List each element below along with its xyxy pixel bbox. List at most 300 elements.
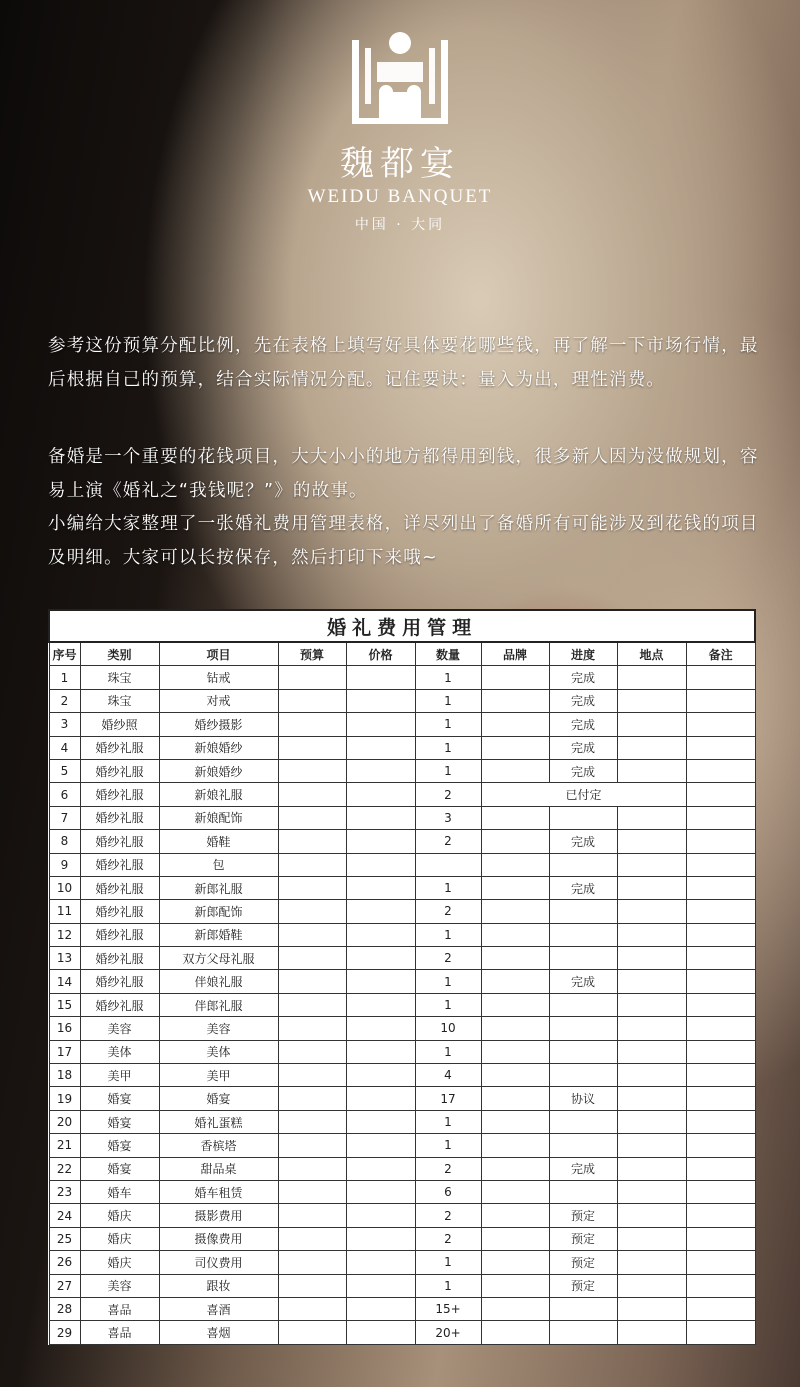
table-cell-brand: [481, 853, 549, 876]
table-cell-category: 美容: [80, 1274, 159, 1297]
table-cell-location: [617, 853, 686, 876]
table-cell-note: [686, 1134, 755, 1157]
table-cell-brand: [481, 1180, 549, 1203]
table-cell-index: 15: [49, 993, 80, 1016]
table-cell-progress: [549, 993, 617, 1016]
table-cell-note: [686, 1227, 755, 1250]
table-cell-budget: [278, 853, 346, 876]
table-cell-brand: [481, 830, 549, 853]
table-cell-location: [617, 1157, 686, 1180]
table-cell-price: [346, 923, 415, 946]
table-cell-price: [346, 1321, 415, 1344]
table-cell-quantity: 3: [415, 806, 481, 829]
table-cell-category: 婚宴: [80, 1134, 159, 1157]
table-cell-progress: 完成: [549, 689, 617, 712]
table-cell-price: [346, 853, 415, 876]
table-row: [49, 1157, 755, 1180]
table-cell-item: 婚纱摄影: [159, 713, 278, 736]
table-cell-item: 伴娘礼服: [159, 970, 278, 993]
table-cell-price: [346, 830, 415, 853]
table-cell-quantity: 1: [415, 1134, 481, 1157]
table-cell-brand: [481, 900, 549, 923]
table-cell-quantity: 1: [415, 1274, 481, 1297]
table-cell-price: [346, 666, 415, 689]
table-cell-price: [346, 1017, 415, 1040]
table-cell-budget: [278, 759, 346, 782]
table-cell-progress: 预定: [549, 1227, 617, 1250]
table-cell-progress: 完成: [549, 1157, 617, 1180]
table-row: [49, 993, 755, 1016]
table-cell-index: 8: [49, 830, 80, 853]
table-cell-progress: 完成: [549, 713, 617, 736]
table-cell-location: [617, 759, 686, 782]
table-cell-category: 婚宴: [80, 1157, 159, 1180]
table-cell-brand: [481, 947, 549, 970]
table-cell-brand: [481, 1297, 549, 1320]
table-cell-progress: 完成: [549, 830, 617, 853]
table-cell-progress: [549, 1134, 617, 1157]
table-cell-index: 14: [49, 970, 80, 993]
table-cell-brand: [481, 1157, 549, 1180]
table-cell-note: [686, 853, 755, 876]
table-cell-budget: [278, 900, 346, 923]
table-cell-item: 钻戒: [159, 666, 278, 689]
table-cell-index: 19: [49, 1087, 80, 1110]
table-cell-item: 新郎礼服: [159, 876, 278, 899]
table-cell-brand: [481, 689, 549, 712]
table-cell-budget: [278, 1017, 346, 1040]
table-cell-progress: 预定: [549, 1251, 617, 1274]
table-cell-quantity: 1: [415, 1040, 481, 1063]
table-cell-brand: [481, 1274, 549, 1297]
table-cell-note: [686, 993, 755, 1016]
table-cell-item: 婚车租赁: [159, 1180, 278, 1203]
table-cell-progress: 已付定: [481, 783, 686, 806]
table-row: [49, 1017, 755, 1040]
table-cell-location: [617, 993, 686, 1016]
table-cell-quantity: 1: [415, 876, 481, 899]
table-cell-item: 甜品桌: [159, 1157, 278, 1180]
table-cell-location: [617, 1134, 686, 1157]
table-cell-budget: [278, 806, 346, 829]
table-cell-budget: [278, 1157, 346, 1180]
table-cell-budget: [278, 666, 346, 689]
table-cell-quantity: 6: [415, 1180, 481, 1203]
table-cell-brand: [481, 713, 549, 736]
table-cell-item: 摄像费用: [159, 1227, 278, 1250]
table-cell-quantity: 2: [415, 1204, 481, 1227]
table-row: [49, 970, 755, 993]
table-cell-price: [346, 736, 415, 759]
table-row: [49, 853, 755, 876]
column-header: 预算: [278, 642, 346, 666]
table-cell-note: [686, 1251, 755, 1274]
table-cell-budget: [278, 830, 346, 853]
table-cell-item: 新娘配饰: [159, 806, 278, 829]
table-cell-budget: [278, 1064, 346, 1087]
table-cell-budget: [278, 1134, 346, 1157]
table-cell-category: 美容: [80, 1017, 159, 1040]
table-row: [49, 923, 755, 946]
table-cell-budget: [278, 876, 346, 899]
table-cell-category: 婚纱照: [80, 713, 159, 736]
table-cell-item: 新娘礼服: [159, 783, 278, 806]
table-row: [49, 1321, 755, 1344]
table-cell-category: 婚庆: [80, 1204, 159, 1227]
intro-text: 小编给大家整理了一张婚礼费用管理表格，详尽列出了备婚所有可能涉及到花钱的项目及明细。大家可以长按保存，然后打印下来哦~: [48, 514, 759, 568]
table-cell-location: [617, 1227, 686, 1250]
table-cell-quantity: 2: [415, 900, 481, 923]
table-row: [49, 1274, 755, 1297]
table-cell-progress: [549, 900, 617, 923]
table-cell-brand: [481, 1064, 549, 1087]
table-cell-location: [617, 689, 686, 712]
table-cell-item: 包: [159, 853, 278, 876]
table-cell-price: [346, 993, 415, 1016]
table-cell-price: [346, 1227, 415, 1250]
table-cell-budget: [278, 1251, 346, 1274]
brand-name-en: WEIDU BANQUET: [307, 186, 493, 207]
table-cell-budget: [278, 713, 346, 736]
table-cell-quantity: 2: [415, 830, 481, 853]
table-cell-progress: [549, 947, 617, 970]
table-cell-progress: 完成: [549, 759, 617, 782]
table-cell-item: 美甲: [159, 1064, 278, 1087]
intro-paragraph-2: [48, 441, 760, 575]
table-cell-index: 27: [49, 1274, 80, 1297]
table-cell-quantity: 1: [415, 736, 481, 759]
table-cell-location: [617, 830, 686, 853]
table-cell-item: 喜酒: [159, 1297, 278, 1320]
table-cell-brand: [481, 970, 549, 993]
intro-text: 备婚是一个重要的花钱项目，大大小小的地方都得用到钱，很多新人因为没做规划，容易上演《婚礼之“我钱呢？”》的故事。: [48, 447, 759, 501]
table-cell-location: [617, 1064, 686, 1087]
table-cell-price: [346, 1204, 415, 1227]
intro-text: 参考这份预算分配比例，先在表格上填写好具体要花哪些钱，再了解一下市场行情，最后根据自己的预算，结合实际情况分配。记住要诀：量入为出，理性消费。: [48, 336, 759, 390]
table-cell-category: 婚宴: [80, 1110, 159, 1133]
table-cell-note: [686, 876, 755, 899]
table-cell-location: [617, 923, 686, 946]
table-cell-note: [686, 1040, 755, 1063]
table-cell-quantity: 1: [415, 970, 481, 993]
table-cell-index: 22: [49, 1157, 80, 1180]
table-cell-index: 13: [49, 947, 80, 970]
table-cell-progress: [549, 923, 617, 946]
table-cell-index: 25: [49, 1227, 80, 1250]
table-cell-quantity: 2: [415, 783, 481, 806]
table-cell-budget: [278, 923, 346, 946]
table-cell-progress: [549, 1110, 617, 1133]
table-cell-item: 婚鞋: [159, 830, 278, 853]
table-cell-note: [686, 1321, 755, 1344]
table-cell-category: 婚纱礼服: [80, 830, 159, 853]
table-cell-price: [346, 1274, 415, 1297]
table-cell-budget: [278, 783, 346, 806]
weidu-banquet-logo: [352, 32, 448, 124]
table-cell-quantity: 1: [415, 759, 481, 782]
table-cell-category: 美体: [80, 1040, 159, 1063]
table-cell-category: 喜品: [80, 1297, 159, 1320]
table-cell-item: 对戒: [159, 689, 278, 712]
table-cell-brand: [481, 923, 549, 946]
table-row: [49, 1134, 755, 1157]
table-cell-budget: [278, 1087, 346, 1110]
table-cell-note: [686, 1064, 755, 1087]
table-cell-price: [346, 1064, 415, 1087]
table-row: [49, 1251, 755, 1274]
table-cell-budget: [278, 1227, 346, 1250]
brand-location: 中国 · 大同: [354, 217, 446, 233]
table-cell-index: 20: [49, 1110, 80, 1133]
table-cell-price: [346, 1087, 415, 1110]
table-cell-progress: [549, 1064, 617, 1087]
table-cell-location: [617, 713, 686, 736]
table-cell-brand: [481, 1134, 549, 1157]
table-cell-category: 婚纱礼服: [80, 993, 159, 1016]
table-cell-note: [686, 1087, 755, 1110]
table-cell-price: [346, 1251, 415, 1274]
table-cell-quantity: 2: [415, 947, 481, 970]
table-cell-budget: [278, 1274, 346, 1297]
table-row: [49, 1297, 755, 1320]
column-header: 数量: [415, 642, 481, 666]
wedding-expense-table: [48, 609, 756, 1345]
table-cell-brand: [481, 806, 549, 829]
table-row: [49, 1204, 755, 1227]
table-cell-item: 新郎婚鞋: [159, 923, 278, 946]
table-cell-location: [617, 666, 686, 689]
column-header: 备注: [686, 642, 755, 666]
table-cell-location: [617, 1204, 686, 1227]
table-cell-quantity: 1: [415, 993, 481, 1016]
table-cell-category: 婚纱礼服: [80, 876, 159, 899]
table-cell-note: [686, 830, 755, 853]
table-cell-note: [686, 783, 755, 806]
table-cell-progress: 完成: [549, 666, 617, 689]
table-cell-index: 11: [49, 900, 80, 923]
table-cell-category: 喜品: [80, 1321, 159, 1344]
table-cell-brand: [481, 1017, 549, 1040]
table-cell-quantity: 1: [415, 713, 481, 736]
table-cell-index: 10: [49, 876, 80, 899]
table-cell-index: 9: [49, 853, 80, 876]
table-cell-category: 婚纱礼服: [80, 736, 159, 759]
table-cell-item: 婚礼蛋糕: [159, 1110, 278, 1133]
table-cell-note: [686, 713, 755, 736]
table-cell-budget: [278, 1180, 346, 1203]
table-cell-index: 7: [49, 806, 80, 829]
table-row: [49, 830, 755, 853]
table-row: [49, 900, 755, 923]
table-row: [49, 947, 755, 970]
table-cell-category: 婚纱礼服: [80, 947, 159, 970]
table-cell-brand: [481, 736, 549, 759]
table-cell-budget: [278, 689, 346, 712]
table-cell-item: 美体: [159, 1040, 278, 1063]
table-cell-note: [686, 1204, 755, 1227]
table-cell-location: [617, 1180, 686, 1203]
table-cell-item: 新娘婚纱: [159, 736, 278, 759]
table-cell-index: 3: [49, 713, 80, 736]
table-cell-location: [617, 1110, 686, 1133]
intro-paragraph-1: [48, 330, 760, 397]
table-cell-index: 16: [49, 1017, 80, 1040]
table-cell-brand: [481, 1040, 549, 1063]
table-cell-category: 婚庆: [80, 1251, 159, 1274]
table-cell-note: [686, 947, 755, 970]
table-cell-quantity: 2: [415, 1157, 481, 1180]
table-cell-item: 跟妆: [159, 1274, 278, 1297]
table-row: [49, 806, 755, 829]
table-cell-price: [346, 1297, 415, 1320]
table-cell-brand: [481, 1227, 549, 1250]
table-cell-note: [686, 666, 755, 689]
table-cell-note: [686, 1274, 755, 1297]
table-cell-index: 4: [49, 736, 80, 759]
table-cell-note: [686, 1180, 755, 1203]
table-cell-item: 摄影费用: [159, 1204, 278, 1227]
table-cell-brand: [481, 1251, 549, 1274]
table-cell-price: [346, 1157, 415, 1180]
table-cell-progress: 协议: [549, 1087, 617, 1110]
column-header: 地点: [617, 642, 686, 666]
table-cell-item: 香槟塔: [159, 1134, 278, 1157]
table-cell-price: [346, 970, 415, 993]
table-cell-category: 珠宝: [80, 666, 159, 689]
table-cell-location: [617, 736, 686, 759]
table-cell-index: 6: [49, 783, 80, 806]
table-cell-price: [346, 806, 415, 829]
table-cell-price: [346, 759, 415, 782]
table-cell-quantity: 17: [415, 1087, 481, 1110]
table-cell-item: 伴郎礼服: [159, 993, 278, 1016]
table-cell-note: [686, 1017, 755, 1040]
table-cell-brand: [481, 759, 549, 782]
table-cell-category: 婚车: [80, 1180, 159, 1203]
table-cell-quantity: 15+: [415, 1297, 481, 1320]
table-cell-index: 29: [49, 1321, 80, 1344]
table-cell-budget: [278, 1321, 346, 1344]
table-cell-brand: [481, 993, 549, 1016]
table-cell-location: [617, 1274, 686, 1297]
table-cell-category: 婚纱礼服: [80, 806, 159, 829]
table-cell-progress: [549, 1017, 617, 1040]
table-cell-quantity: 4: [415, 1064, 481, 1087]
table-cell-location: [617, 900, 686, 923]
table-cell-budget: [278, 1204, 346, 1227]
table-cell-location: [617, 1017, 686, 1040]
table-cell-budget: [278, 1297, 346, 1320]
table-cell-category: 珠宝: [80, 689, 159, 712]
table-cell-quantity: 1: [415, 923, 481, 946]
column-header: 项目: [159, 642, 278, 666]
table-row: [49, 1040, 755, 1063]
table-cell-brand: [481, 1204, 549, 1227]
table-cell-location: [617, 876, 686, 899]
table-cell-category: 婚庆: [80, 1227, 159, 1250]
table-cell-price: [346, 947, 415, 970]
table-cell-category: 婚纱礼服: [80, 970, 159, 993]
table-cell-quantity: 1: [415, 1110, 481, 1133]
table-cell-index: 2: [49, 689, 80, 712]
table-cell-progress: 预定: [549, 1274, 617, 1297]
table-cell-price: [346, 1180, 415, 1203]
table-cell-price: [346, 783, 415, 806]
table-cell-index: 5: [49, 759, 80, 782]
table-cell-item: 婚宴: [159, 1087, 278, 1110]
table-cell-progress: [549, 806, 617, 829]
column-header: 品牌: [481, 642, 549, 666]
table-cell-location: [617, 1087, 686, 1110]
table-cell-note: [686, 1297, 755, 1320]
table-row: [49, 1227, 755, 1250]
table-cell-budget: [278, 1040, 346, 1063]
table-cell-location: [617, 947, 686, 970]
table-cell-quantity: 20+: [415, 1321, 481, 1344]
column-header: 类别: [80, 642, 159, 666]
table-cell-price: [346, 900, 415, 923]
table-cell-location: [617, 1297, 686, 1320]
table-cell-brand: [481, 666, 549, 689]
table-cell-brand: [481, 876, 549, 899]
table-cell-progress: [549, 1297, 617, 1320]
table-cell-brand: [481, 1321, 549, 1344]
table-cell-quantity: 1: [415, 666, 481, 689]
table-cell-location: [617, 970, 686, 993]
brand-name-cn: 魏都宴: [340, 144, 460, 184]
table-cell-budget: [278, 736, 346, 759]
table-row: [49, 713, 755, 736]
table-row: [49, 1064, 755, 1087]
table-cell-category: 婚纱礼服: [80, 783, 159, 806]
table-cell-quantity: 1: [415, 689, 481, 712]
table-cell-category: 婚宴: [80, 1087, 159, 1110]
table-cell-note: [686, 923, 755, 946]
table-row: [49, 783, 755, 806]
table-cell-item: 新郎配饰: [159, 900, 278, 923]
table-cell-price: [346, 1110, 415, 1133]
table-cell-note: [686, 1110, 755, 1133]
table-cell-location: [617, 1251, 686, 1274]
column-header: 序号: [49, 642, 80, 666]
table-row: [49, 689, 755, 712]
table-cell-budget: [278, 993, 346, 1016]
table-cell-index: 26: [49, 1251, 80, 1274]
table-cell-note: [686, 900, 755, 923]
table-cell-index: 21: [49, 1134, 80, 1157]
table-cell-note: [686, 1157, 755, 1180]
table-cell-progress: 完成: [549, 876, 617, 899]
table-cell-location: [617, 1040, 686, 1063]
table-cell-quantity: 1: [415, 1251, 481, 1274]
table-cell-note: [686, 689, 755, 712]
table-cell-brand: [481, 1110, 549, 1133]
table-cell-note: [686, 806, 755, 829]
table-cell-progress: 预定: [549, 1204, 617, 1227]
table-cell-index: 17: [49, 1040, 80, 1063]
table-cell-price: [346, 713, 415, 736]
table-cell-progress: [549, 1321, 617, 1344]
table-cell-budget: [278, 947, 346, 970]
table-header-row: [49, 642, 755, 666]
table-cell-progress: [549, 853, 617, 876]
table-cell-index: 18: [49, 1064, 80, 1087]
table-title: 婚礼费用管理: [49, 610, 755, 642]
table-cell-index: 1: [49, 666, 80, 689]
table-row: [49, 666, 755, 689]
table-cell-index: 28: [49, 1297, 80, 1320]
table-cell-price: [346, 876, 415, 899]
